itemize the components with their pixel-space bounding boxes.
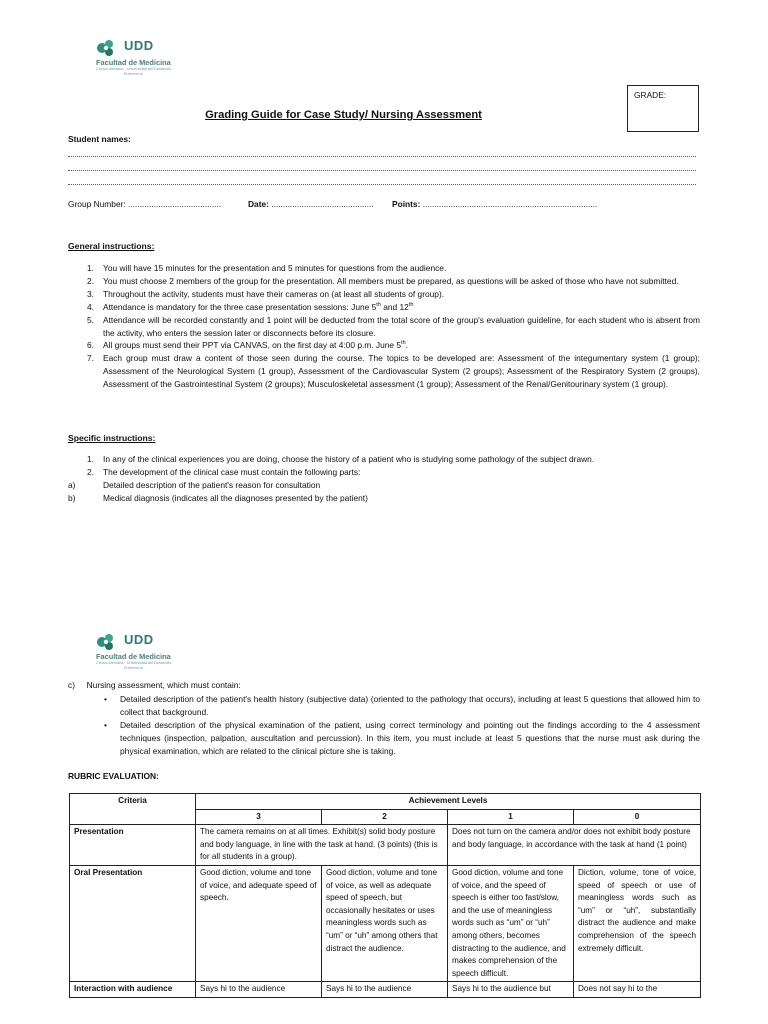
table-row: [70, 982, 701, 998]
list-item: • Detailed description of the patient's health history (subjective data) (oriented to the pathology that occurs), including at least 5 questions that allowed him to collect that background.: [104, 694, 700, 717]
criteria-header: Criteria: [70, 794, 196, 825]
logo-wordmark: UDD: [124, 632, 154, 647]
faculty-logo-page-2: [96, 632, 176, 676]
date-dots: ............................................: [268, 199, 374, 209]
rubric-cell: Does not turn on the camera and/or does not exhibit body posture and body language, in accordance with the task at hand (1 point): [448, 825, 701, 866]
logo-subtitle-2: Enfermería: [124, 666, 143, 670]
rubric-cell: Says hi to the audience: [196, 982, 322, 998]
level-3-header: 3: [196, 809, 322, 825]
list-item: • Detailed description of the physical examination of the patient, using correct terminology and pointing out the findings according to the 4 assessment techniques (inspection, palpation, auscultation and percussion). In this item, you must include at least 5 questions that the nurse must ask during the physical examination, which are related to the clinical picture she is taking.: [104, 719, 700, 756]
udd-emblem-icon: [96, 632, 120, 652]
points-dots: ...........................................................................: [420, 199, 598, 209]
logo-subtitle-2: Enfermería: [124, 72, 143, 76]
rubric-cell: Good diction, volume and tone of voice, and the speed of speech is either too fast/slow, and the use of meaningless words such as “um” or “uh” among others, becomes distracting to the audience, and makes comprehension of the speech difficult.: [448, 865, 574, 981]
page-title: Grading Guide for Case Study/ Nursing Assessment: [205, 109, 482, 121]
rubric-heading: RUBRIC EVALUATION:: [68, 771, 159, 781]
table-row: [70, 794, 701, 810]
table-row: [70, 825, 701, 866]
date-label: Date:: [248, 199, 269, 209]
list-item: 2. The development of the clinical case must contain the following parts:: [87, 466, 361, 477]
logo-subtitle: Clínica Alemana · Universidad del Desarrollo: [96, 67, 172, 71]
general-instructions-list: [68, 262, 700, 391]
rubric-cell: Says hi to the audience but: [448, 982, 574, 998]
student-name-line-3[interactable]: [68, 184, 696, 185]
rubric-cell: The camera remains on at all times. Exhibit(s) solid body posture and body language, in line with the task at hand. (3 points) (this is for all students in a group).: [196, 825, 448, 866]
table-row: [70, 865, 701, 981]
rubric-cell: Good diction, volume and tone of voice, as well as adequate speed of speech, but occasionally hesitates or uses meaningless words such as “um” or “uh” among others that distract the audience.: [322, 865, 448, 981]
student-name-line-2[interactable]: [68, 170, 696, 171]
rubric-cell: Does not say hi to the: [574, 982, 701, 998]
criterion-cell: Presentation: [70, 825, 196, 866]
date-field[interactable]: [248, 199, 374, 209]
faculty-logo: [96, 38, 176, 82]
list-item: 1. In any of the clinical experiences you are doing, choose the history of a patient who is studying some pathology of the subject drawn.: [87, 454, 595, 464]
logo-subtitle: Clínica Alemana · Universidad del Desarrollo: [96, 661, 172, 665]
rubric-cell: Says hi to the audience: [322, 982, 448, 998]
specific-instructions-list: [68, 453, 700, 505]
list-item: 2. You must choose 2 members of the group for the presentation. All members must be prepared, as questions will be asked of those who have not submitted.: [87, 275, 679, 286]
specific-instructions-heading: Specific instructions:: [68, 433, 156, 443]
list-item: a) Detailed description of the patient's reason for consultation: [68, 479, 321, 490]
rubric-table: [69, 793, 701, 998]
level-0-header: 0: [574, 809, 701, 825]
list-item: 7. Each group must draw a content of those seen during the course. The topics to be developed are: Assessment of the integumentary system (1 group); Assessment of the Neurological System (1 group), Assessment of the Cardiovascular System (2 groups); Assessment of the Respiratory System (2 groups), Assessment of the Gastrointestinal System (2 groups); Musculoskeletal assessment (1 group); Assessment of the Renal/Genitourinary system (1 group).: [87, 353, 700, 390]
general-instructions-heading: General instructions:: [68, 241, 155, 251]
nursing-assessment-item: c) Nursing assessment, which must contain:: [68, 680, 241, 690]
list-item: 3. Throughout the activity, students must have their cameras on (at least all students of group).: [87, 288, 445, 299]
udd-emblem-icon: [96, 38, 120, 58]
group-number-label: Group Number: ........................................: [68, 199, 222, 209]
rubric-cell: Good diction, volume and tone of voice, and adequate speed of speech.: [196, 865, 322, 981]
criterion-cell: Oral Presentation: [70, 865, 196, 981]
list-item: 6. All groups must send their PPT via CANVAS, on the first day at 4:00 p.m. June 5th.: [87, 340, 408, 351]
logo-faculty: Facultad de Medicina: [96, 652, 171, 661]
student-name-line-1[interactable]: [68, 156, 696, 157]
list-item: 5. Attendance will be recorded constantly and 1 point will be deducted from the total score of the group's evaluation guideline, for each student who is absent from the activity, who enters the session later or disconnects before its closure.: [87, 314, 700, 338]
logo-faculty: Facultad de Medicina: [96, 58, 171, 67]
points-label: Points:: [392, 199, 421, 209]
level-1-header: 1: [448, 809, 574, 825]
level-2-header: 2: [322, 809, 448, 825]
nursing-assessment-bullets: [100, 693, 700, 758]
list-item: b) Medical diagnosis (indicates all the diagnoses presented by the patient): [68, 492, 368, 503]
student-names-label: Student names:: [68, 134, 131, 144]
points-field[interactable]: [392, 199, 597, 209]
logo-wordmark: UDD: [124, 38, 154, 53]
achievement-levels-header: Achievement Levels: [196, 794, 701, 810]
criterion-cell: Interaction with audience: [70, 982, 196, 998]
list-item: 1. You will have 15 minutes for the presentation and 5 minutes for questions from the audience.: [87, 263, 447, 273]
group-number-field[interactable]: [68, 199, 221, 209]
grade-label: GRADE:: [634, 90, 667, 100]
list-item: 4. Attendance is mandatory for the three case presentation sessions: June 5th and 12th: [87, 301, 414, 312]
rubric-cell: Diction, volume, tone of voice, speed of speech or use of meaningless words such as “um” or “uh”, substantially distract the audience and make comprehension of the speech extremely difficult.: [574, 865, 701, 981]
